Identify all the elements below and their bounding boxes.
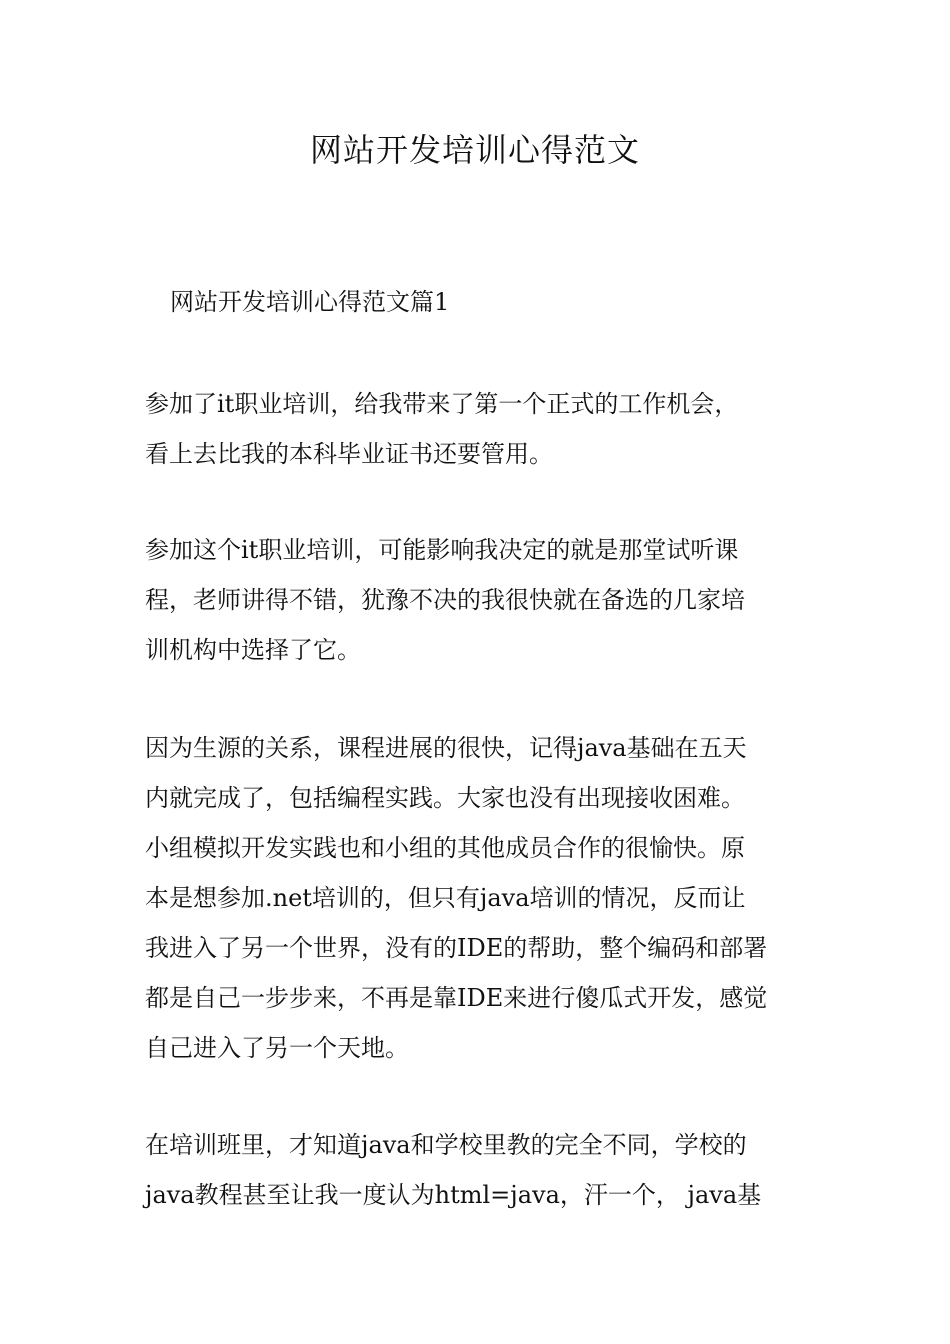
document-title: 网站开发培训心得范文 [309,131,640,169]
paragraph-line: 本是想参加.net培训的，但只有java培训的情况，反而让 [145,884,746,912]
paragraph-line: 内就完成了，包括编程实践。大家也没有出现接收困难。 [145,784,745,812]
paragraph-3 [145,723,807,1073]
paragraph-line: 小组模拟开发实践也和小组的其他成员合作的很愉快。原 [145,834,745,862]
paragraph-line: java教程甚至让我一度认为html=java，汗一个， java基 [145,1181,762,1209]
paragraph-line: 自己进入了另一个天地。 [145,1034,409,1062]
paragraph-line: 参加这个it职业培训，可能影响我决定的就是那堂试听课 [145,536,739,564]
paragraph-2 [145,525,807,675]
paragraph-4 [145,1120,807,1220]
paragraph-line: 都是自己一步步来，不再是靠IDE来进行傻瓜式开发，感觉 [145,984,768,1012]
paragraph-line: 训机构中选择了它。 [145,636,361,664]
paragraph-line: 我进入了另一个世界，没有的IDE的帮助，整个编码和部署 [145,934,768,962]
paragraph-1 [145,379,807,479]
paragraph-line: 因为生源的关系，课程进展的很快，记得java基础在五天 [145,734,747,762]
paragraph-line: 参加了it职业培训，给我带来了第一个正式的工作机会， [145,390,739,418]
section-heading: 网站开发培训心得范文篇1 [170,288,450,316]
paragraph-line: 看上去比我的本科毕业证书还要管用。 [145,440,553,468]
paragraph-line: 程，老师讲得不错，犹豫不决的我很快就在备选的几家培 [145,586,745,614]
paragraph-line: 在培训班里，才知道java和学校里教的完全不同，学校的 [145,1131,747,1159]
